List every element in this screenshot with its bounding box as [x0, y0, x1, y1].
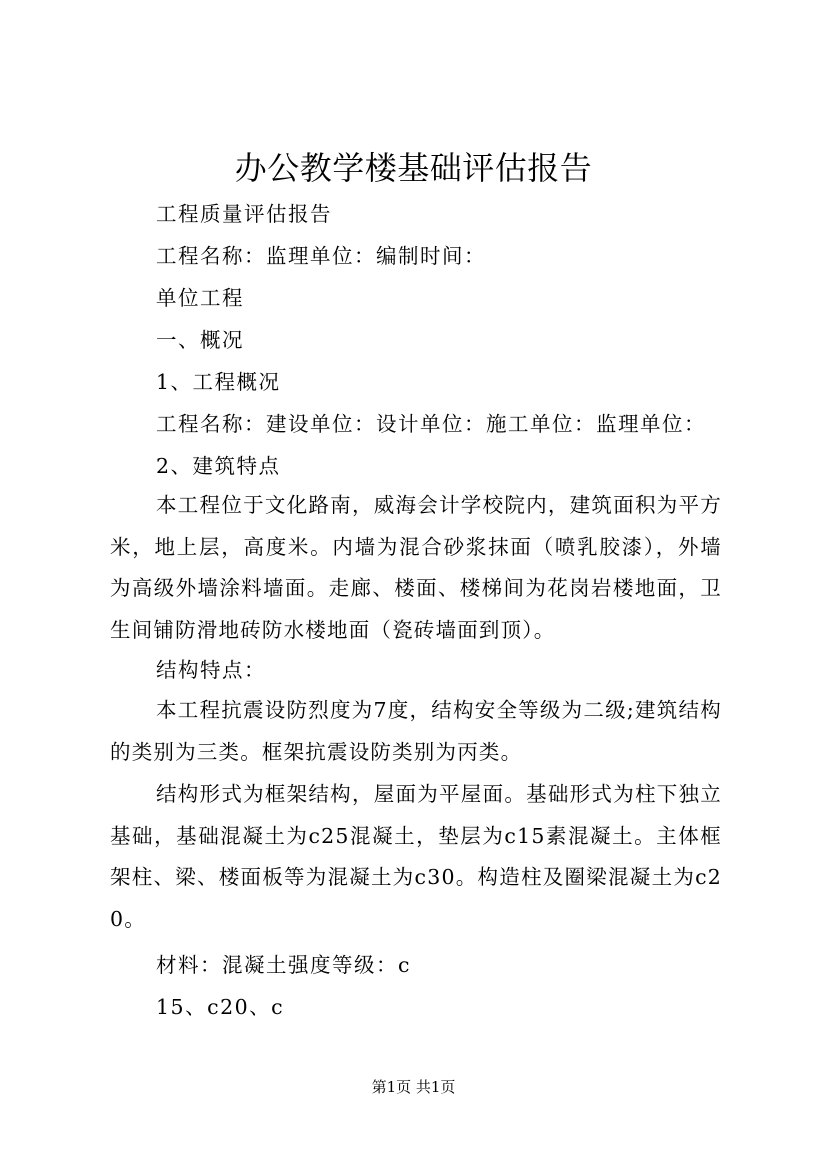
line-material-continued: 15、c20、c — [156, 995, 285, 1019]
document-title: 办公教学楼基础评估报告 — [234, 149, 593, 187]
section-heading-overview: 一、概况 — [156, 328, 244, 352]
paragraph-building-description: 本工程位于文化路南，威海会计学校院内，建筑面积为平方米，地上层，高度米。内墙为混合砂浆抹面（喷乳胶漆），外墙为高级外墙涂料墙面。走廊、楼面、楼梯间为花岗岩楼地面，卫生间铺防滑地砖防水楼地面（瓷砖墙面到顶）。 — [110, 493, 722, 642]
line-material: 材料：混凝土强度等级：c — [156, 953, 411, 977]
line-unit-project: 单位工程 — [156, 286, 244, 310]
line-quality-report: 工程质量评估报告 — [156, 202, 332, 226]
subsection-heading-project-overview: 1、工程概况 — [156, 370, 281, 394]
paragraph-structure-form: 结构形式为框架结构，屋面为平屋面。基础形式为柱下独立基础，基础混凝土为c25混凝土，垫层为c15素混凝土。主体框架柱、梁、楼面板等为混凝土为c30。构造柱及圈梁混凝土为c20。 — [110, 782, 722, 931]
line-project-info: 工程名称：监理单位：编制时间： — [156, 244, 486, 268]
subsection-heading-building-features: 2、建筑特点 — [156, 454, 281, 478]
paragraph-seismic: 本工程抗震设防烈度为7度，结构安全等级为二级;建筑结构的类别为三类。框架抗震设防类别为丙类。 — [110, 698, 722, 764]
page-footer: 第1页 共1页 — [371, 1078, 456, 1096]
line-project-units: 工程名称：建设单位：设计单位：施工单位：监理单位： — [156, 412, 706, 436]
label-structure-features: 结构特点： — [156, 658, 266, 682]
